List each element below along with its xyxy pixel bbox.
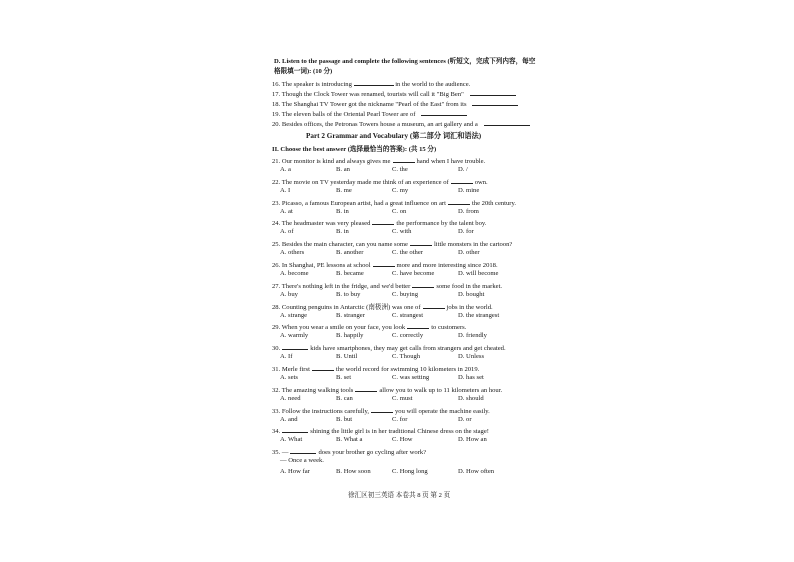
- option-b[interactable]: B. in: [336, 228, 349, 236]
- question-stem-part1: 29. When you wear a smile on your face, you look: [272, 324, 406, 332]
- answer-blank[interactable]: [410, 239, 432, 246]
- option-b[interactable]: B. an: [336, 166, 350, 173]
- answer-blank[interactable]: [423, 302, 445, 309]
- answer-blank[interactable]: [470, 89, 516, 96]
- option-a[interactable]: A. strange: [280, 311, 308, 319]
- exam-page: [262, 52, 542, 507]
- option-c[interactable]: C. Though: [392, 353, 421, 361]
- question-stem-part2: does your brother go cycling after work?: [318, 449, 427, 457]
- question-21-stem: [272, 156, 485, 166]
- option-d[interactable]: D. from: [458, 207, 479, 215]
- option-d[interactable]: D. should: [458, 394, 484, 402]
- question-stem-part1: 21. Our monitor is kind and always gives me: [272, 158, 391, 165]
- question-23-stem: [272, 198, 516, 208]
- question-34-stem: [272, 426, 489, 436]
- question-stem-part1: 31. Merle first: [272, 366, 310, 373]
- option-b[interactable]: B. can: [336, 394, 353, 402]
- option-a[interactable]: A. If: [280, 353, 293, 361]
- option-c[interactable]: C. must: [392, 394, 413, 402]
- answer-blank[interactable]: [312, 364, 334, 371]
- option-a[interactable]: A. warmly: [280, 332, 309, 340]
- question-stem-part2: little monsters in the cartoon?: [433, 241, 513, 249]
- question-stem-part2: more and more interesting since 2018.: [396, 262, 498, 269]
- option-b[interactable]: B. set: [336, 374, 352, 381]
- option-a[interactable]: A. I: [280, 186, 291, 194]
- option-d[interactable]: D. Unless: [458, 353, 485, 361]
- item-18-text: 18. The Shanghai TV Tower got the nickname "Pearl of the East" from its: [272, 101, 467, 108]
- option-a[interactable]: A. need: [280, 394, 301, 402]
- question-stem-part2: allow you to walk up to 11 kilometers an hour.: [379, 386, 503, 394]
- option-b[interactable]: B. became: [336, 270, 364, 277]
- option-d[interactable]: D. mine: [458, 186, 480, 194]
- option-a[interactable]: A. How far: [280, 468, 310, 476]
- option-d[interactable]: D. other: [458, 249, 480, 257]
- option-d[interactable]: D. the strangest: [458, 311, 500, 319]
- question-stem-part1: 25. Besides the main character, can you name some: [272, 241, 408, 249]
- answer-blank[interactable]: [451, 177, 473, 184]
- question-24-stem: [272, 218, 486, 228]
- question-33-stem: [272, 406, 490, 416]
- item-17-text: 17. Though the Clock Tower was renamed, tourists will call it "Big Ben": [272, 91, 464, 98]
- item-19-text: 19. The eleven balls of the Oriental Pearl Tower are of: [272, 111, 416, 118]
- option-b[interactable]: B. but: [336, 415, 353, 423]
- question-35-stem: [272, 447, 426, 457]
- answer-blank[interactable]: [472, 99, 518, 106]
- option-b[interactable]: B. in: [336, 207, 349, 215]
- option-a[interactable]: A. sets: [280, 374, 298, 381]
- option-c[interactable]: C. the other: [392, 249, 423, 257]
- item-18: [272, 99, 518, 109]
- option-a[interactable]: A. What: [280, 436, 303, 444]
- answer-blank[interactable]: [484, 119, 530, 126]
- option-b[interactable]: B. stranger: [336, 311, 365, 319]
- option-b[interactable]: B. me: [336, 186, 352, 194]
- question-25-stem: [272, 239, 512, 249]
- answer-blank[interactable]: [372, 218, 394, 225]
- option-c[interactable]: C. correctly: [392, 332, 424, 340]
- option-b[interactable]: B. How soon: [336, 468, 371, 476]
- answer-blank[interactable]: [290, 447, 316, 454]
- question-35-reply: — Once a week.: [280, 457, 324, 465]
- question-stem-part1: 35. —: [272, 449, 289, 457]
- option-c[interactable]: C. for: [392, 415, 408, 423]
- question-22-stem: [272, 177, 488, 187]
- option-c[interactable]: C. strangest: [392, 311, 424, 319]
- option-c[interactable]: C. Hong long: [392, 468, 428, 476]
- answer-blank[interactable]: [371, 406, 393, 413]
- option-d[interactable]: D. or: [458, 415, 472, 423]
- option-c[interactable]: C. with: [392, 228, 412, 236]
- question-stem-part2: you will operate the machine easily.: [395, 407, 490, 415]
- option-d[interactable]: D. bought: [458, 290, 485, 298]
- answer-blank[interactable]: [282, 426, 308, 433]
- option-d[interactable]: D. has set: [458, 374, 484, 381]
- option-b[interactable]: B. another: [336, 249, 364, 257]
- option-a[interactable]: A. at: [280, 207, 293, 215]
- option-c[interactable]: C. my: [392, 186, 409, 194]
- option-b[interactable]: B. happily: [336, 332, 364, 340]
- option-d[interactable]: D. will become: [458, 270, 499, 277]
- option-a[interactable]: A. and: [280, 415, 298, 423]
- answer-blank[interactable]: [412, 281, 434, 288]
- question-stem-part1: 24. The headmaster was very pleased: [272, 220, 371, 228]
- item-20: [272, 119, 530, 129]
- question-stem-part1: 27. There's nothing left in the fridge, and we'd better: [272, 282, 411, 290]
- item-16: [272, 79, 470, 89]
- question-stem-part2: shining the little girl is in her traditional Chinese dress on the stage!: [310, 428, 489, 436]
- option-b[interactable]: B. to buy: [336, 290, 361, 298]
- question-stem-part2: jobs in the world.: [446, 303, 493, 311]
- answer-blank[interactable]: [355, 385, 377, 392]
- question-stem-part2: the 20th century.: [471, 199, 517, 207]
- option-c[interactable]: C. have become: [392, 270, 435, 277]
- question-stem-part2: own.: [474, 178, 488, 186]
- answer-blank[interactable]: [354, 79, 394, 86]
- option-c[interactable]: C. the: [392, 166, 408, 173]
- question-26-stem: [272, 260, 498, 270]
- option-a[interactable]: A. buy: [280, 290, 298, 298]
- question-stem-part1: 30.: [272, 345, 281, 353]
- answer-blank[interactable]: [373, 260, 395, 267]
- option-c[interactable]: C. on: [392, 207, 407, 215]
- option-d[interactable]: D. friendly: [458, 332, 487, 340]
- part2-title: Part 2 Grammar and Vocabulary (第二部分 词汇和语法): [306, 132, 482, 140]
- option-c[interactable]: C. How: [392, 436, 413, 444]
- question-stem-part2: the performance by the talent boy.: [396, 220, 487, 228]
- question-stem-part2: the world record for swimming 10 kilometers in 2019.: [335, 366, 480, 373]
- question-stem-part2: some food in the market.: [436, 282, 503, 290]
- section-d-title-cont: 格限填一词): (10 分): [274, 68, 333, 75]
- answer-blank[interactable]: [393, 156, 415, 163]
- item-19: [272, 109, 467, 119]
- question-stem-part2: kids have smartphones, they may get calls from strangers and get cheated.: [310, 345, 506, 353]
- option-c[interactable]: C. buying: [392, 290, 419, 298]
- item-20-text: 20. Besides offices, the Petronas Towers house a museum, an art gallery and a: [272, 121, 478, 128]
- question-29-stem: [272, 322, 466, 332]
- option-b[interactable]: B. Until: [336, 353, 358, 361]
- answer-blank[interactable]: [282, 343, 308, 350]
- section-ii-title: II. Choose the best answer (选择最恰当的答案): (共 15 分): [272, 146, 437, 153]
- option-c[interactable]: C. was setting: [392, 374, 430, 381]
- option-a[interactable]: A. a: [280, 166, 291, 173]
- item-17: [272, 89, 516, 99]
- question-27-stem: [272, 281, 502, 291]
- question-31-stem: [272, 364, 479, 374]
- question-stem-part1: 28. Counting penguins in Antarctic (南极洲) was one of: [272, 303, 421, 311]
- option-d[interactable]: D. How often: [458, 468, 495, 476]
- option-d[interactable]: D. for: [458, 228, 474, 236]
- question-stem-part1: 22. The movie on TV yesterday made me think of an experience of: [272, 178, 449, 186]
- question-stem-part1: 23. Picasso, a famous European artist, had a great influence on art: [272, 199, 446, 207]
- option-a[interactable]: A. become: [280, 270, 309, 277]
- option-a[interactable]: A. of: [280, 228, 294, 236]
- answer-blank[interactable]: [407, 322, 429, 329]
- section-d-title: D. Listen to the passage and complete the following sentences (听短文，完成下列内容，每空: [274, 58, 536, 65]
- question-stem-part1: 26. In Shanghai, PE lessons at school: [272, 262, 371, 269]
- question-stem-part1: 34.: [272, 428, 281, 436]
- item-16-text: 16. The speaker is introducing: [272, 81, 352, 88]
- option-b[interactable]: B. What a: [336, 436, 363, 444]
- answer-blank[interactable]: [421, 109, 467, 116]
- page-footer: 徐汇区初三英语 本卷共 8 页 第 2 页: [348, 492, 451, 499]
- answer-blank[interactable]: [448, 198, 470, 205]
- question-stem-part2: to customers.: [431, 324, 467, 332]
- question-stem-part1: 33. Follow the instructions carefully,: [272, 407, 369, 415]
- item-16-after: in the world to the audience.: [395, 81, 471, 88]
- question-28-stem: [272, 302, 493, 312]
- question-30-stem: [272, 343, 506, 353]
- question-stem-part1: 32. The amazing walking tools: [272, 386, 354, 394]
- question-stem-part2: hand when I have trouble.: [416, 158, 486, 165]
- option-a[interactable]: A. others: [280, 249, 305, 257]
- option-d[interactable]: D. How an: [458, 436, 487, 444]
- question-32-stem: [272, 385, 502, 395]
- option-d[interactable]: D. /: [458, 166, 468, 173]
